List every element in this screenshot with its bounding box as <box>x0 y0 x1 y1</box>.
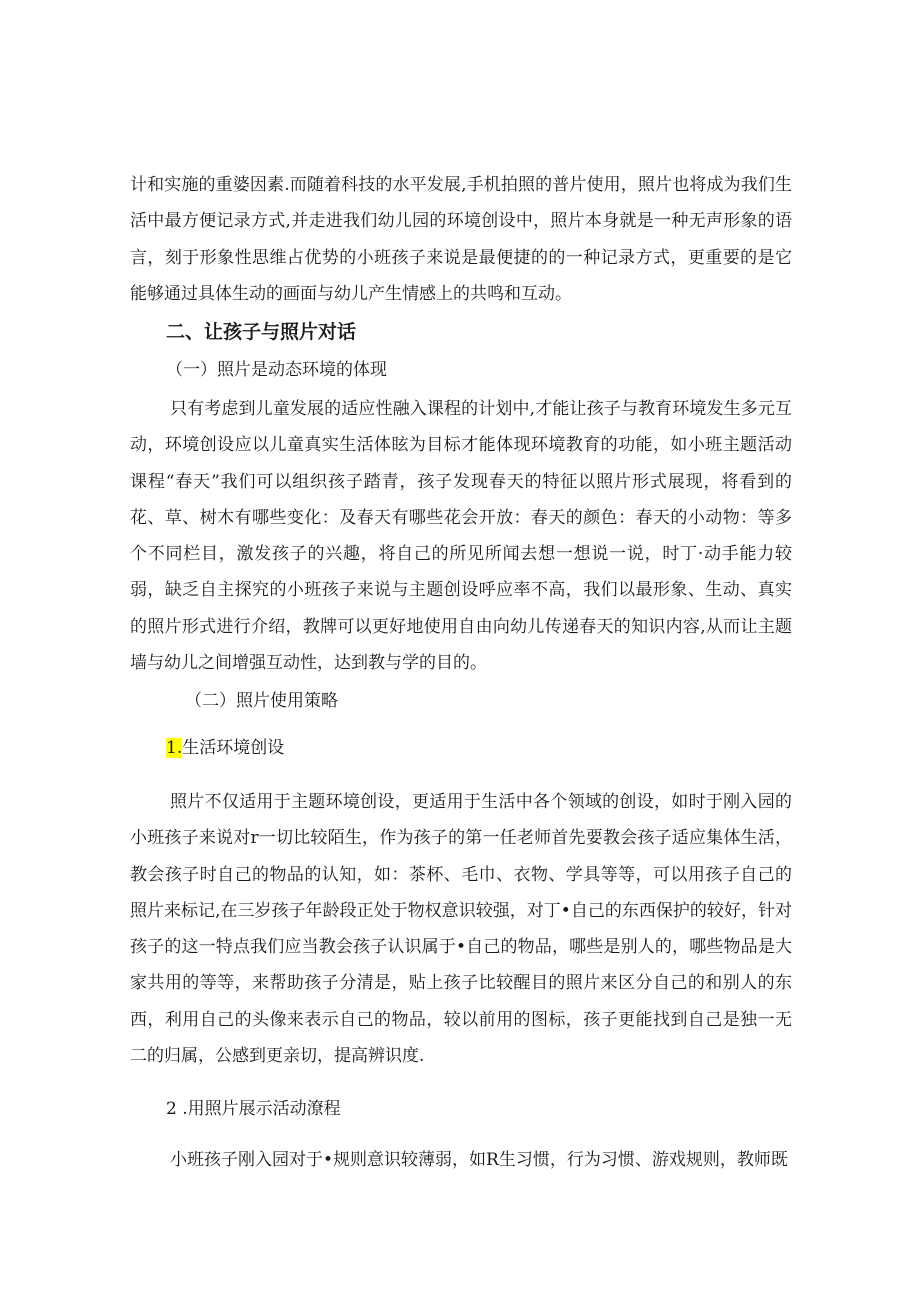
item-1-paragraph: 照片不仅适用于主题环境创设，更适用于生活中各个领域的创设，如时于刚入园的小班孩子来说对r一切比较陌生，作为孩子的第一任老师首先要教会孩子适应集体生活，教会孩子时自己的物品的认知，如：茶杯、毛巾、衣物、学具等等，可以用孩子自己的照片来标记,在三岁孩子年龄段正处于物权意识较强，对丁•自己的东西保护的较好，针对孩子的这一特点我们应当教会孩子认识属于•自己的物品，哪些是别人的，哪些物品是大家共用的等等，来帮助孩子分清是，贴上孩子比较醒目的照片来区分自己的和别人的东西，利用自己的头像来表示自己的物品，较以前用的图标，孩子更能找到自己是独一无二的归属，公感到更亲切，提高辨识度. <box>130 792 792 1067</box>
item-heading-1 <box>166 736 284 760</box>
subsection-heading-1: （一）照片是动态环境的体现 <box>166 360 387 380</box>
subsection-1-paragraph: 只有考虑到儿童发展的适应性融入课程的计划中,才能让孩子与教育环境发生多元互动，环境创设应以儿童真实生活体眩为目标才能体现环境教育的功能，如小班主题活动课程“春天”我们可以组织孩子踏青，孩子发现春天的特征以照片形式展现，将看到的花、草、树木有哪些变化：及春天有哪些花会开放：春天的颜色：春天的小动物：等多个不同栏目，激发孩子的兴趣，将自己的所见所闻去想一想说一说，时丁·动手能力较弱，缺乏自主探究的小班孩子来说与主题创设呼应率不高，我们以最形象、生动、真实的照片形式进行介绍，教牌可以更好地使用自由向幼儿传递春天的知识内容,从而让主题墙与幼儿之间增强互动性，达到教与学的目的。 <box>130 399 792 674</box>
item-heading-2: 2 .用照片展示活动潦程 <box>166 1099 341 1119</box>
intro-paragraph: 计和实施的重婆因素.而随着科技的水平发展,手机拍照的普片使用，照片也将成为我们生活中最方便记录方式,并走进我们幼儿园的环境创设中，照片本身就是一种无声形象的语言，刻于形象性思维占优势的小班孩子来说是最便捷的的一种记录方式，更重要的是它能够通过具体生动的画面与幼儿产生情感上的共鸣和互动。 <box>130 175 792 304</box>
item-title: 生活环境创设 <box>182 738 285 758</box>
item-2-paragraph: 小班孩子刚入园对于•规则意识较薄弱，如R生习惯，行为习惯、游戏规则，教师既 <box>170 1150 788 1170</box>
subsection-heading-2: （二）照片使用策略 <box>185 691 338 711</box>
section-heading: 二、让孩子与照片对话 <box>166 321 357 343</box>
item-number-highlight: 1. <box>166 738 183 758</box>
